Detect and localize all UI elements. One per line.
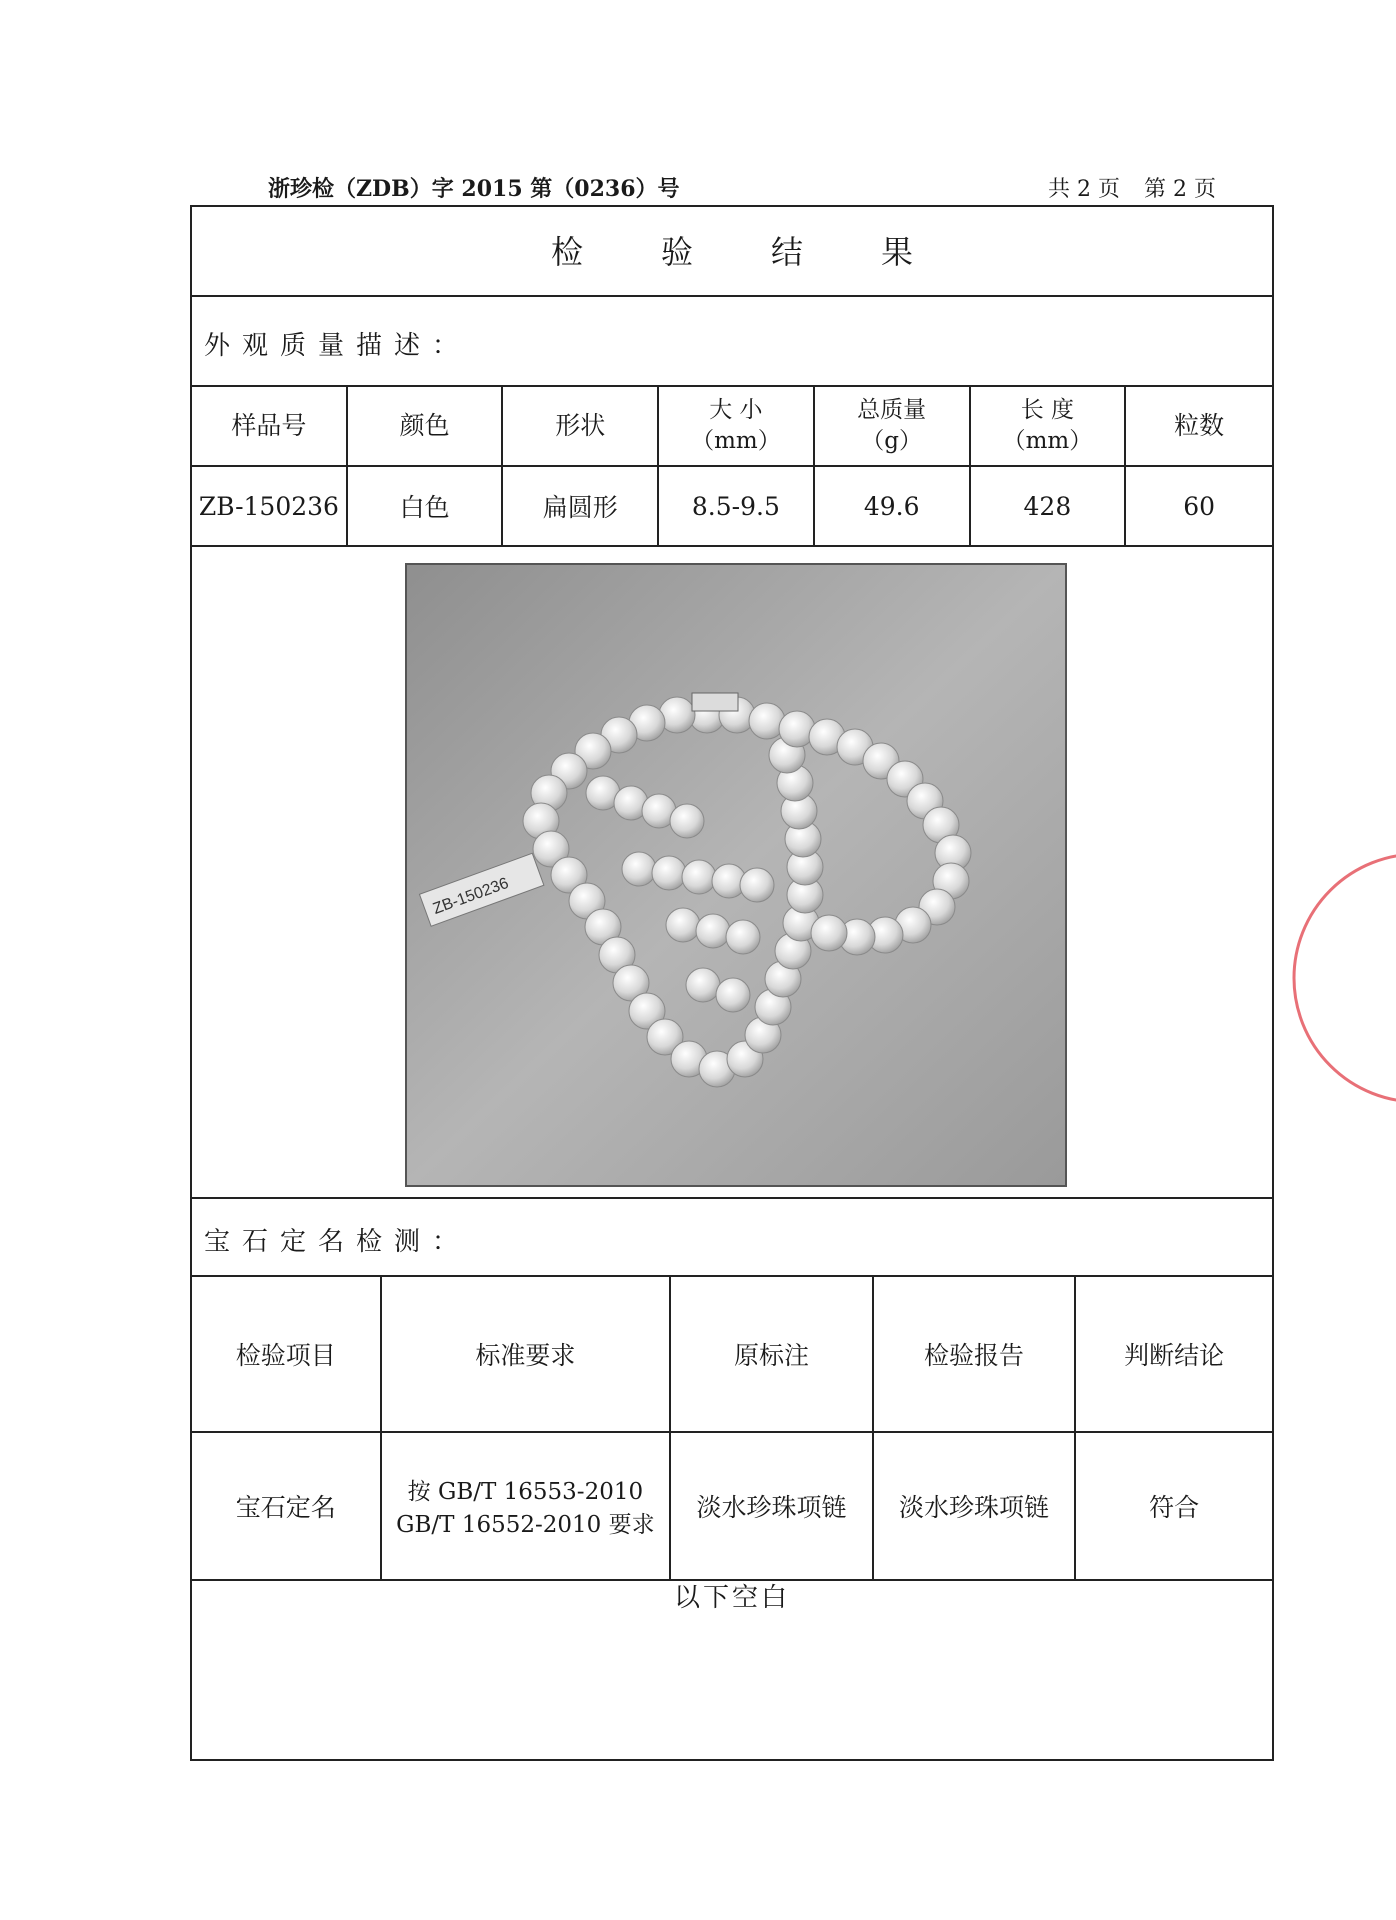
cell-report: 淡水珍珠项链 <box>873 1432 1076 1580</box>
col-color: 颜色 <box>347 386 503 466</box>
col-length: 长 度 （mm） <box>970 386 1126 466</box>
current-page: 第 2 页 <box>1143 177 1216 202</box>
col-sample-no: 样品号 <box>191 386 347 466</box>
pearl-necklace-photo <box>405 563 1067 1187</box>
col-item: 检验项目 <box>191 1276 381 1432</box>
appearance-section-label: 外观质量描述： <box>204 331 471 361</box>
report-title: 检验结果 <box>192 207 1272 297</box>
document-number: 浙珍检（ZDB）字 2015 第（0236）号 <box>268 176 680 202</box>
photo-section <box>192 545 1272 1199</box>
gem-test-table <box>190 1275 1274 1581</box>
tag-label: ZB-150236 <box>430 874 511 918</box>
col-conclusion: 判断结论 <box>1075 1276 1273 1432</box>
cell-length: 428 <box>970 466 1126 546</box>
col-standard: 标准要求 <box>381 1276 671 1432</box>
table-header-row <box>191 386 1273 466</box>
appearance-table <box>190 385 1274 547</box>
table-row <box>191 466 1273 546</box>
cell-shape: 扁圆形 <box>502 466 658 546</box>
cell-weight: 49.6 <box>814 466 970 546</box>
cell-standard: 按 GB/T 16553-2010 GB/T 16552-2010 要求 <box>381 1432 671 1580</box>
cell-conclusion: 符合 <box>1075 1432 1273 1580</box>
blank-note: 以下空白 <box>673 1583 790 1613</box>
col-shape: 形状 <box>502 386 658 466</box>
cell-item: 宝石定名 <box>191 1432 381 1580</box>
cell-count: 60 <box>1125 466 1273 546</box>
table-header-row <box>191 1276 1273 1432</box>
cell-size: 8.5-9.5 <box>658 466 814 546</box>
col-report: 检验报告 <box>873 1276 1076 1432</box>
document-header <box>0 170 1396 204</box>
cell-original: 淡水珍珠项链 <box>670 1432 873 1580</box>
col-count: 粒数 <box>1125 386 1273 466</box>
col-weight: 总质量 （g） <box>814 386 970 466</box>
total-pages: 共 2 页 <box>1048 177 1120 202</box>
table-row <box>191 1432 1273 1580</box>
gem-test-section-label: 宝石定名检测： <box>204 1227 471 1257</box>
page-count <box>1048 172 1240 203</box>
report-frame <box>190 205 1274 1761</box>
clasp <box>692 693 738 711</box>
col-size: 大 小 （mm） <box>658 386 814 466</box>
red-seal-stamp <box>1268 848 1396 1108</box>
col-original: 原标注 <box>670 1276 873 1432</box>
cell-color: 白色 <box>347 466 503 546</box>
cell-sample-no: ZB-150236 <box>191 466 347 546</box>
